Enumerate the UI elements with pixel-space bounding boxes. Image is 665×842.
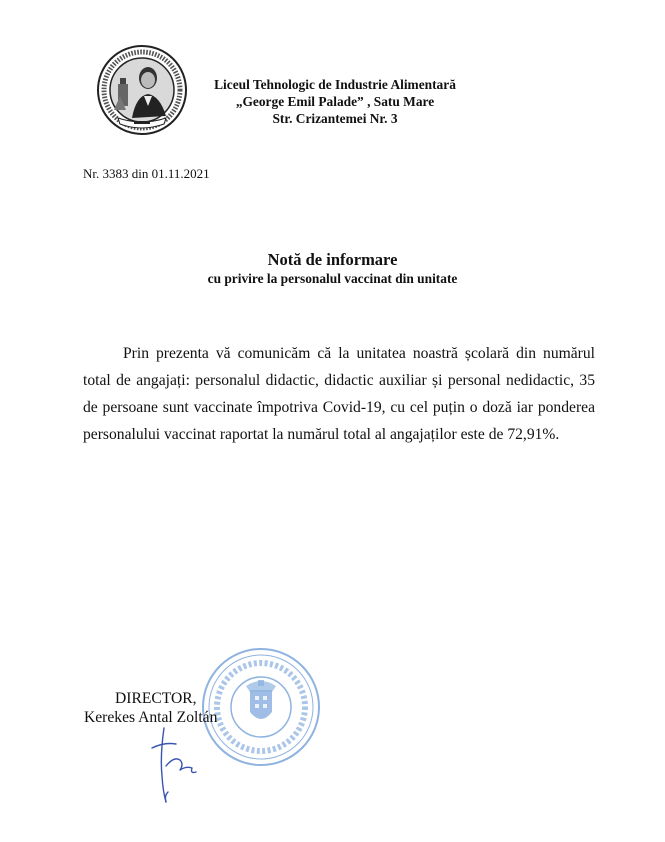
document-subtitle: cu privire la personalul vaccinat din unitate	[207, 271, 458, 286]
body-paragraph: Prin prezenta vă comunicăm că la unitatea noastră școlară din numărul total de angajați: personalul didactic, didactic auxiliar și personal nedidactic, 35 de persoane sunt vaccinate împotriva Covid-19, cu cel puțin o doză iar ponderea personalului vaccinat raportat la numărul total al angajaților este de 72,91%.	[83, 345, 595, 443]
school-patron: „George Emil Palade” , Satu Mare	[235, 94, 435, 109]
school-name: Liceul Tehnologic de Industrie Alimentară	[214, 77, 456, 92]
school-header	[190, 76, 480, 127]
school-logo	[96, 44, 188, 136]
director-name: Kerekes Antal Zoltán	[84, 709, 218, 726]
registration-number: Nr. 3383 din 01.11.2021	[83, 166, 210, 181]
handwritten-signature	[150, 726, 220, 806]
document-title: Notă de informare	[267, 250, 398, 269]
director-title: DIRECTOR,	[115, 690, 197, 707]
school-address: Str. Crizantemei Nr. 3	[272, 111, 398, 126]
